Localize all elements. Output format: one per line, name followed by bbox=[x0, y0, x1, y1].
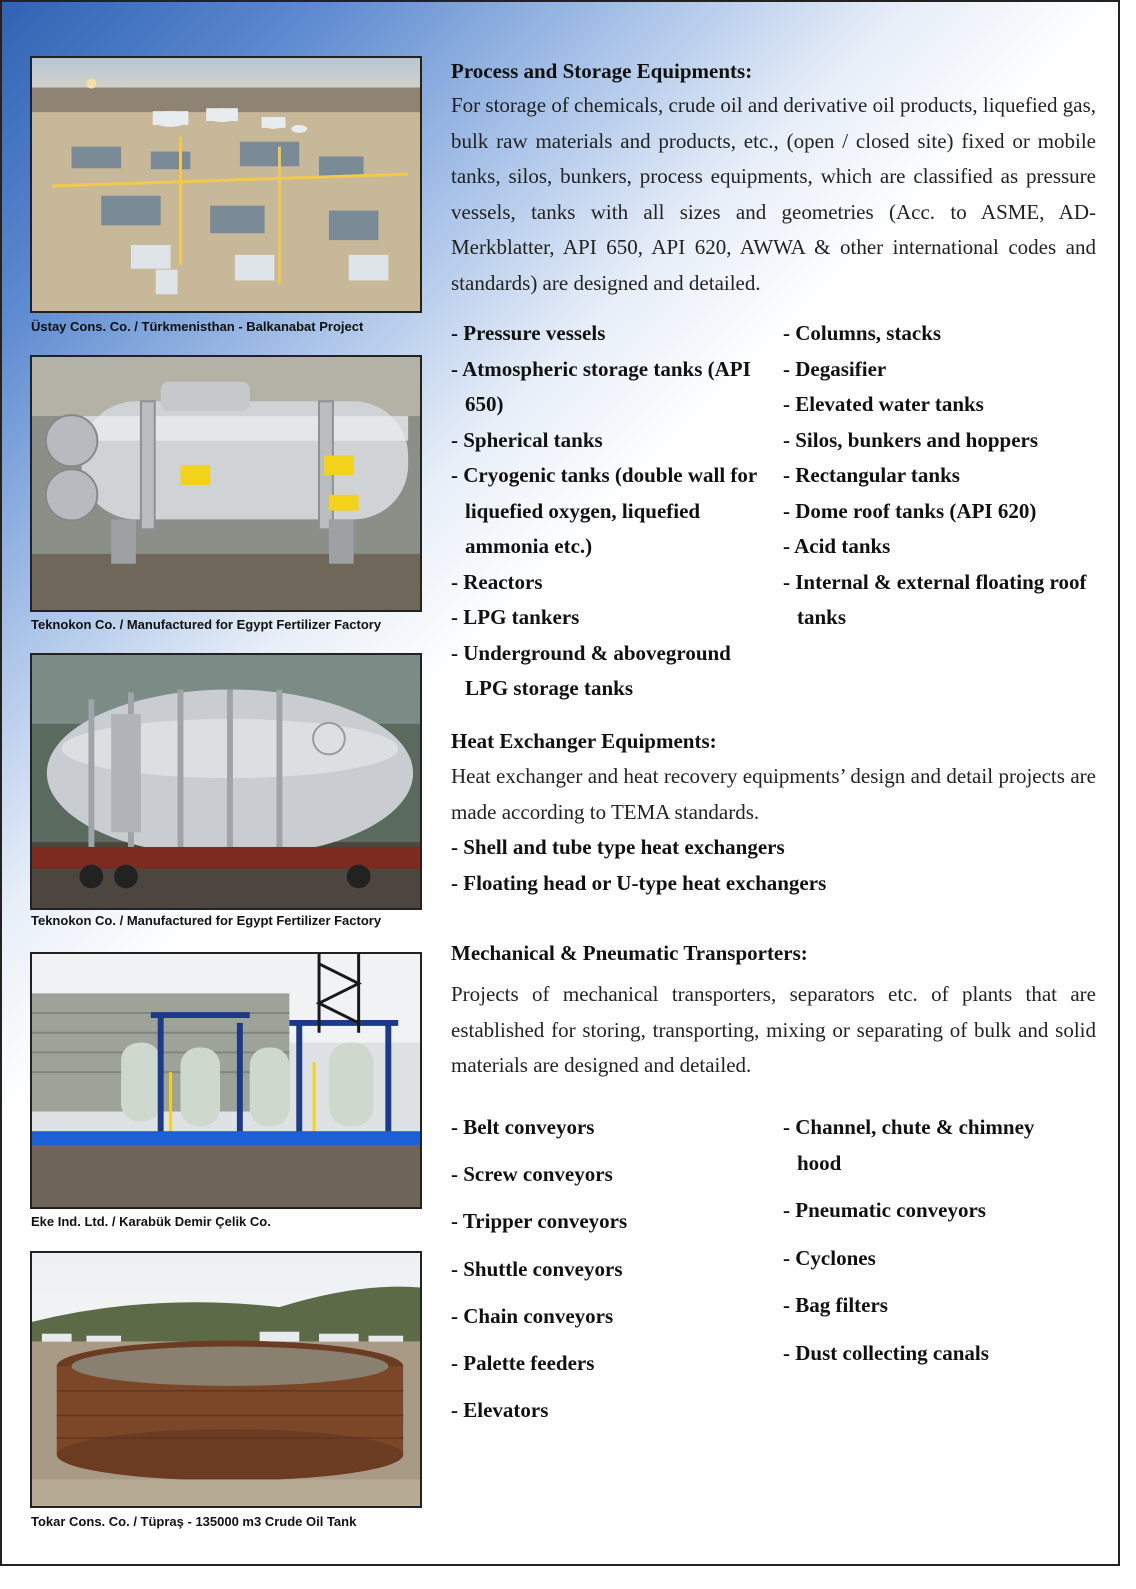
list-item: - Elevated water tanks bbox=[783, 392, 984, 416]
list-item: - Pressure vessels bbox=[451, 321, 606, 345]
list-item: - Acid tanks bbox=[783, 534, 891, 558]
heading-heat-exchanger: Heat Exchanger Equipments: bbox=[451, 729, 717, 753]
list-item: - Channel, chute & chimney hood bbox=[783, 1115, 1035, 1175]
list-item: - Chain conveyors bbox=[451, 1303, 614, 1328]
list-item: - Dome roof tanks (API 620) bbox=[783, 498, 1037, 523]
photo-large-vessel-transport bbox=[30, 653, 422, 910]
list-process-left bbox=[451, 316, 771, 707]
list-item: - Cyclones bbox=[783, 1245, 876, 1270]
photo-balkanabat-plant bbox=[30, 56, 422, 313]
list-item: - Reactors bbox=[451, 569, 543, 594]
photo-filter-vessels bbox=[30, 952, 422, 1209]
list-item: - Elevators bbox=[451, 1398, 549, 1423]
list-heat-exchanger bbox=[451, 830, 1096, 901]
description-mechanical-pneumatic: Projects of mechanical transporters, separators etc. of plants that are established for storing, transporting, mixing or separating of bulk and solid materials are designed and detailed. bbox=[451, 982, 1096, 1077]
list-item: - Shell and tube type heat exchangers bbox=[451, 835, 785, 859]
list-item: - Spherical tanks bbox=[451, 427, 603, 452]
heading-mechanical-pneumatic: Mechanical & Pneumatic Transporters: bbox=[451, 941, 808, 965]
description-process-storage: For storage of chemicals, crude oil and derivative oil products, liquefied gas, bulk raw materials and products, etc., (open / closed site) fixed or mobile tanks, silos, bunkers, process equipments, which are classified as pressure vessels, tanks with all sizes and geometries (Acc. to ASME, AD-Merkblatter, API 650, API 620, AWWA & other international codes and standards) are designed and detailed. bbox=[451, 93, 1096, 295]
list-item: - Screw conveyors bbox=[451, 1162, 613, 1187]
description-heat-exchanger: Heat exchanger and heat recovery equipments’ design and detail projects are made according to TEMA standards. bbox=[451, 764, 1096, 824]
list-item: - Rectangular tanks bbox=[783, 463, 960, 487]
list-item: - Floating head or U-type heat exchangers bbox=[451, 870, 827, 895]
list-item: - Silos, bunkers and hoppers bbox=[783, 427, 1039, 452]
list-item: - Dust collecting canals bbox=[783, 1340, 989, 1365]
photo-heat-exchanger-shell bbox=[30, 355, 422, 612]
list-item: - Shuttle conveyors bbox=[451, 1256, 623, 1281]
list-item: - Internal & external floating roof tanks bbox=[783, 569, 1087, 629]
caption-photo-1: Üstay Cons. Co. / Türkmenisthan - Balkanabat Project bbox=[31, 319, 364, 334]
list-mech-right bbox=[783, 1110, 1083, 1371]
list-process-right bbox=[783, 316, 1103, 636]
list-item: - LPG tankers bbox=[451, 605, 580, 629]
caption-photo-4: Eke Ind. Ltd. / Karabük Demir Çelik Co. bbox=[31, 1214, 271, 1229]
list-item: - Cryogenic tanks (double wall for liquefied oxygen, liquefied ammonia etc.) bbox=[451, 463, 757, 558]
list-mech-left bbox=[451, 1104, 771, 1434]
list-item: - Bag filters bbox=[783, 1293, 888, 1317]
list-item: - Tripper conveyors bbox=[451, 1209, 628, 1234]
list-item: - Underground & aboveground LPG storage tanks bbox=[451, 640, 731, 700]
list-item: - Columns, stacks bbox=[783, 321, 942, 345]
list-item: - Atmospheric storage tanks (API 650) bbox=[451, 356, 751, 416]
caption-photo-5: Tokar Cons. Co. / Tüpraş - 135000 m3 Crude Oil Tank bbox=[31, 1514, 357, 1529]
list-item: - Belt conveyors bbox=[451, 1115, 595, 1139]
heading-process-storage: Process and Storage Equipments: bbox=[451, 59, 753, 83]
list-item: - Pneumatic conveyors bbox=[783, 1198, 986, 1222]
list-item: - Degasifier bbox=[783, 356, 887, 381]
list-item: - Palette feeders bbox=[451, 1351, 595, 1376]
photo-crude-oil-tank bbox=[30, 1251, 422, 1508]
caption-photo-3: Teknokon Co. / Manufactured for Egypt Fertilizer Factory bbox=[31, 913, 382, 928]
caption-photo-2: Teknokon Co. / Manufactured for Egypt Fertilizer Factory bbox=[31, 617, 382, 632]
